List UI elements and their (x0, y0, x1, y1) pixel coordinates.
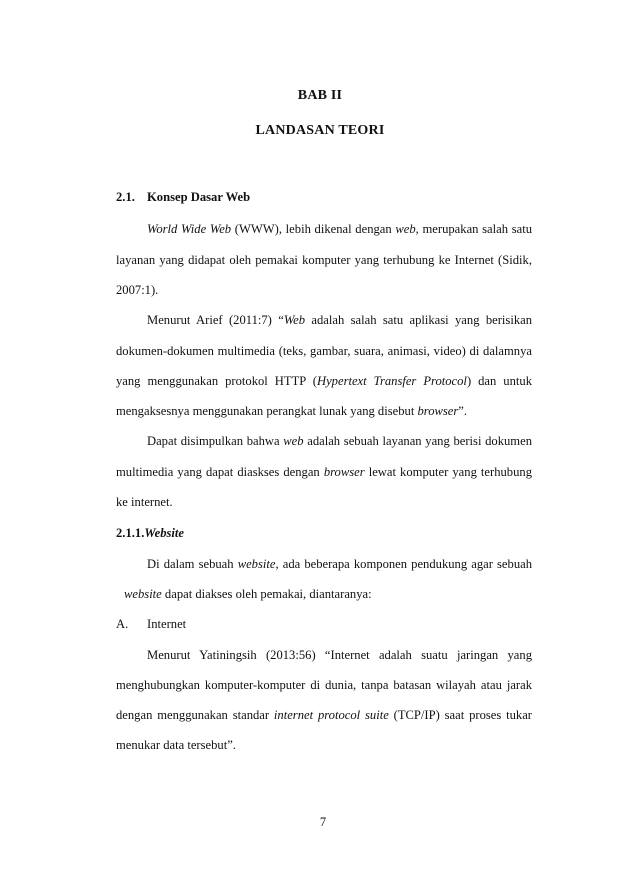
text-run: website (124, 587, 162, 601)
text-run: browser (417, 404, 459, 418)
paragraph-line: menukar data tersebut”. (116, 738, 236, 752)
section-title: Konsep Dasar Web (147, 190, 251, 204)
paragraph-line (147, 313, 532, 328)
paragraph-line (116, 404, 532, 419)
list-item-heading-a (116, 617, 532, 632)
paragraph-line (147, 222, 532, 237)
page-number: 7 (319, 815, 327, 829)
paragraph-line: layanan yang didapat oleh pemakai komputer yang terhubung ke Internet (Sidik, (116, 253, 532, 267)
section-heading-2-1-1 (116, 526, 532, 541)
text-run: Menurut Arief (2011:7) “ (147, 313, 284, 327)
text-run: web (395, 222, 416, 236)
paragraph-line (116, 708, 532, 723)
section-number: 2.1. (116, 190, 135, 204)
paragraph-line (124, 587, 532, 602)
text-run: multimedia yang dapat diaskses dengan (116, 465, 324, 479)
text-run: Di dalam sebuah (147, 557, 238, 571)
text-run: , ada beberapa komponen pendukung agar sebuah (275, 557, 533, 571)
text-run: dengan menggunakan standar (116, 708, 274, 722)
text-run: (WWW), lebih dikenal dengan (231, 222, 396, 236)
paragraph-line: 2007:1). (116, 283, 159, 297)
section-heading-2-1 (116, 190, 532, 205)
paragraph-line: dokumen-dokumen multimedia (teks, gambar, suara, animasi, video) di dalamnya (116, 344, 532, 358)
text-run: adalah salah satu aplikasi yang berisikan (305, 313, 533, 327)
text-run: adalah sebuah layanan yang berisi dokumen (303, 434, 532, 448)
paragraph-line: menghubungkan komputer-komputer di dunia, tanpa batasan wilayah atau jarak (116, 678, 532, 692)
text-run: World Wide Web (147, 222, 232, 236)
list-title: Internet (147, 617, 187, 631)
text-run: Dapat disimpulkan bahwa (147, 434, 284, 448)
paragraph-line (116, 374, 532, 389)
text-run: lewat komputer yang terhubung (364, 465, 532, 479)
text-run: mengaksesnya menggunakan perangkat lunak yang disebut (116, 404, 418, 418)
text-run: dapat diakses oleh pemakai, diantaranya: (161, 587, 372, 601)
text-run: Hypertext Transfer Protocol (317, 374, 467, 388)
text-run: browser (323, 465, 365, 479)
chapter-label: BAB II (297, 88, 343, 103)
text-run: ”. (458, 404, 468, 418)
text-run: (TCP/IP) saat proses tukar (388, 708, 532, 722)
text-run: website (237, 557, 276, 571)
text-run: yang menggunakan protokol HTTP ( (116, 374, 317, 388)
text-run: ) dan untuk (466, 374, 532, 388)
text-run: internet protocol suite (273, 708, 389, 722)
section-title: Website (144, 526, 184, 540)
section-number: 2.1.1. (116, 526, 145, 540)
paragraph-line (147, 557, 532, 572)
paragraph-line (147, 434, 532, 449)
paragraph-line: ke internet. (116, 495, 173, 509)
text-run: Web (283, 313, 306, 327)
paragraph-line (116, 465, 532, 480)
paragraph-line: Menurut Yatiningsih (2013:56) “Internet adalah suatu jaringan yang (147, 648, 532, 662)
list-letter: A. (116, 617, 129, 631)
text-run: web (283, 434, 304, 448)
chapter-title: LANDASAN TEORI (255, 123, 385, 138)
text-run: , merupakan salah satu (415, 222, 532, 236)
